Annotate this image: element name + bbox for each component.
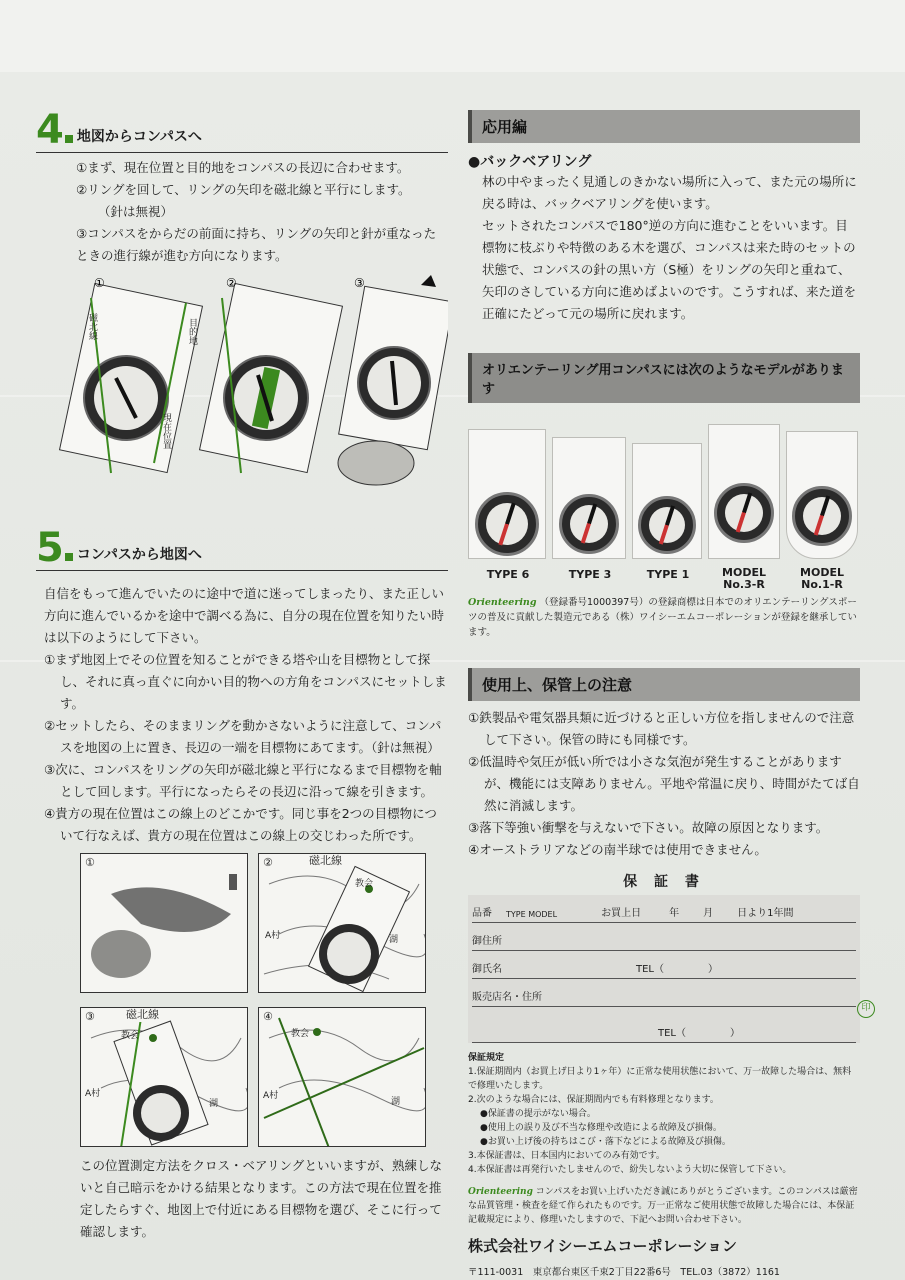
warranty-title: 保 証 書 bbox=[623, 874, 705, 890]
map-panel-1 bbox=[80, 853, 248, 993]
applied-header: 応用編 bbox=[468, 110, 860, 143]
map-label-4: ④ bbox=[263, 1010, 273, 1023]
rules-title: 保証規定 bbox=[468, 1053, 505, 1063]
warranty-row-product: 品番 TYPE MODEL お買上日 年 月 日より1年間 bbox=[472, 895, 856, 923]
rule-4: 4.本保証書は再発行いたしませんので、紛失しないよう大切に保管して下さい。 bbox=[468, 1165, 792, 1175]
magnetic-north-label: 磁北線 bbox=[87, 313, 97, 340]
lake-label: 湖 bbox=[391, 1097, 401, 1107]
step-2-note: （針は無視） bbox=[98, 204, 174, 219]
compass-dial bbox=[638, 496, 696, 554]
step-2: ②セットしたら、そのままリングを動かさないように注意して、コンパスを地図の上に置き、長辺の一端を目標物にあてます。（針は無視） bbox=[44, 718, 442, 755]
section-5-body bbox=[36, 583, 448, 847]
rule-2c: ●お買い上げ後の持ちはこび・落下などによる故障及び損傷。 bbox=[480, 1137, 731, 1147]
step-1: ①まず、現在位置と目的地をコンパスの長辺に合わせます。 bbox=[76, 160, 410, 175]
step-3: ③次に、コンパスをリングの矢印が磁北線と平行になるまで目標物を軸として回します。平行になったらその長辺に沿って線を引きます。 bbox=[44, 762, 442, 799]
seal-stamp: 印 bbox=[857, 1000, 875, 1018]
step-4: ④貴方の現在位置はこの線上のどこかです。同じ事を2つの目標物について行なえば、貴方の現在位置はこの線上の交じわった所です。 bbox=[44, 806, 437, 843]
compass-models bbox=[468, 411, 860, 591]
section-number: 5 bbox=[36, 528, 73, 568]
warranty-row-shop[interactable]: 販売店名・住所 bbox=[472, 979, 856, 1007]
fig-label-3: ③ bbox=[354, 276, 365, 290]
cross-bearing-maps bbox=[36, 853, 448, 1147]
map-panel-4 bbox=[258, 1007, 426, 1147]
section-4-steps bbox=[36, 157, 448, 267]
rule-2: 2.次のような場合には、保証期間内でも有料修理となります。 bbox=[468, 1095, 719, 1105]
caution-1: ①鉄製品や電気器具類に近づけると正しい方位を指しませんので注意して下さい。保管の時にも同様です。 bbox=[468, 710, 855, 747]
trademark-text: （登録番号1000397号）の登録商標は日本でのオリエンテーリングスポーツの普及に貢献した製造元である（株）ワイシーエムコーポレーションが登録を継承しています。 bbox=[468, 597, 857, 638]
lake-label: 湖 bbox=[389, 935, 399, 945]
section-4-header bbox=[36, 107, 448, 153]
warranty-rules bbox=[468, 1051, 860, 1177]
village-label: A村 bbox=[265, 931, 281, 941]
model-no1r bbox=[786, 431, 858, 559]
warranty-row-shop-tel[interactable]: TEL（ ） bbox=[472, 1007, 856, 1043]
rule-3: 3.本保証書は、日本国内においてのみ有効です。 bbox=[468, 1151, 665, 1161]
step-1: ①まず地図上でその位置を知ることができる塔や山を目標物として探し、それに真っ直ぐに向かい目的物への方角をコンパスにセットします。 bbox=[44, 652, 447, 711]
model-type-3 bbox=[552, 437, 626, 559]
trademark-note bbox=[468, 595, 860, 640]
village-label: A村 bbox=[263, 1091, 279, 1101]
caution-4: ④オーストラリアなどの南半球では使用できません。 bbox=[468, 842, 767, 857]
section-5-outro: この位置測定方法をクロス・ベアリングといいますが、熟練しないと自己暗示をかける結果となります。この方法で現在位置を推定したらすぐ、地図上で付近にある目標物を選び、そこに行って確認します。 bbox=[80, 1158, 443, 1239]
map-4-illustration bbox=[259, 1008, 426, 1147]
caution-list bbox=[468, 707, 860, 861]
section-5-intro: 自信をもって進んでいたのに途中で道に迷ってしまったり、また正しい方向に進んでいるかを途中で調べる為に、自分の現在位置を知りたい時は以下のようにして下さい。 bbox=[44, 586, 445, 645]
village-label: A村 bbox=[85, 1089, 101, 1099]
magnetic-north-label: 磁北線 bbox=[309, 854, 342, 867]
section-title: コンパスから地図へ bbox=[76, 547, 202, 563]
model-no3r bbox=[708, 424, 780, 559]
caution-header: 使用上、保管上の注意 bbox=[468, 668, 860, 701]
step-3: ③コンパスをからだの前面に持ち、リングの矢印と針が重なったときの進行線が進む方向になります。 bbox=[76, 226, 437, 263]
map-panel-2 bbox=[258, 853, 426, 993]
map-label-1: ① bbox=[85, 856, 95, 869]
models-header: オリエンテーリング用コンパスには次のようなモデルがあります bbox=[468, 353, 860, 403]
section-5-header bbox=[36, 525, 448, 571]
caution-3: ③落下等強い衝撃を与えないで下さい。故障の原因となります。 bbox=[468, 820, 829, 835]
rule-2b: ●使用上の誤り及び不当な修理や改造による故障及び損傷。 bbox=[480, 1123, 722, 1133]
orienteering-logo: Orienteering bbox=[468, 1187, 533, 1197]
warranty-row-name[interactable]: 御氏名 TEL（ ） bbox=[472, 951, 856, 979]
church-label: 教会 bbox=[291, 1029, 310, 1039]
warranty-row-address[interactable]: 御住所 bbox=[472, 923, 856, 951]
step-2: ②リングを回して、リングの矢印を磁北線と平行にします。 bbox=[76, 182, 411, 197]
model-label-no3r: MODEL No.3-R bbox=[722, 566, 766, 591]
orienteering-logo: Orienteering bbox=[468, 597, 537, 608]
map-panel-3 bbox=[80, 1007, 248, 1147]
rule-1: 1.保証期間内（お買上げ日より1ヶ年）に正常な使用状態において、万一故障した場合は、無料で修理いたします。 bbox=[468, 1067, 852, 1091]
model-label-no1r: MODEL No.1-R bbox=[800, 566, 844, 591]
current-position-label: 現在位置 bbox=[161, 413, 171, 449]
back-bearing-heading: ●バックベアリング bbox=[468, 154, 592, 170]
map-2-illustration bbox=[259, 854, 426, 993]
map-1-illustration bbox=[81, 854, 248, 993]
company-name: 株式会社ワイシーエムコーポレーション bbox=[468, 1237, 737, 1255]
model-label-type-6: TYPE 6 bbox=[486, 568, 530, 581]
model-label-type-3: TYPE 3 bbox=[568, 568, 612, 581]
compass-dial bbox=[714, 483, 774, 543]
model-type-1 bbox=[632, 443, 702, 559]
rule-2a: ●保証書の提示がない場合。 bbox=[480, 1109, 596, 1119]
compass-dial bbox=[475, 492, 539, 556]
map-3-illustration bbox=[81, 1008, 248, 1147]
map-label-3: ③ bbox=[85, 1010, 95, 1023]
church-label: 教会 bbox=[121, 1031, 140, 1041]
caution-2: ②低温時や気圧が低い所では小さな気泡が発生することがありますが、機能には支障ありません。平地や常温に戻り、時間がたてば自然に消滅します。 bbox=[468, 754, 860, 813]
section-number: 4 bbox=[36, 110, 73, 150]
warranty-closing: Orienteering コンパスをお買い上げいただき誠にありがとうございます。このコンパスは厳密な品質管理・検査を経て作られたものです。万一正常なご使用状態で故障した場合には、本保証記載規定により、修理いたしますので、下記へお問い合わせ下さい。 bbox=[468, 1187, 858, 1225]
compass-dial bbox=[559, 494, 619, 554]
compass-figure bbox=[36, 273, 448, 498]
model-type-6 bbox=[468, 429, 546, 559]
right-column bbox=[468, 110, 860, 1278]
compass-dial bbox=[792, 486, 852, 546]
fig-1 bbox=[60, 283, 203, 473]
compass-steps-illustration bbox=[36, 273, 448, 493]
destination-label: 目的地 bbox=[187, 318, 197, 345]
section-title: 地図からコンパスへ bbox=[76, 129, 202, 145]
fig-2 bbox=[200, 283, 343, 473]
back-bearing-text-2: セットされたコンパスで180°逆の方向に進むことをいいます。目標物に枝ぶりや特徴のある木を選び、コンパスは来た時のセットの状態で、コンパスの針の黒い方（S極）をリングの矢印と重ねて、矢印のさしている方向に進めばよいのです。こうすれば、来た道を正確にたどって元の場所に戻れます。 bbox=[482, 218, 857, 321]
fig-label-2: ② bbox=[226, 276, 237, 290]
model-label-type-1: TYPE 1 bbox=[646, 568, 690, 581]
company-address: 〒111-0031 東京都台東区千束2丁目22番6号 TEL.03（3872）1161 bbox=[468, 1267, 780, 1278]
map-label-2: ② bbox=[263, 856, 273, 869]
church-label: 教会 bbox=[355, 879, 374, 889]
fig-3 bbox=[338, 275, 448, 485]
warranty-form bbox=[468, 895, 860, 1043]
back-bearing-text-1: 林の中やまったく見通しのきかない場所に入って、また元の場所に戻る時は、バックベアリングを使います。 bbox=[482, 174, 857, 211]
left-column bbox=[36, 107, 448, 1243]
fig-label-1: ① bbox=[94, 276, 105, 290]
lake-label: 湖 bbox=[209, 1099, 219, 1109]
magnetic-north-label: 磁北線 bbox=[126, 1008, 159, 1021]
